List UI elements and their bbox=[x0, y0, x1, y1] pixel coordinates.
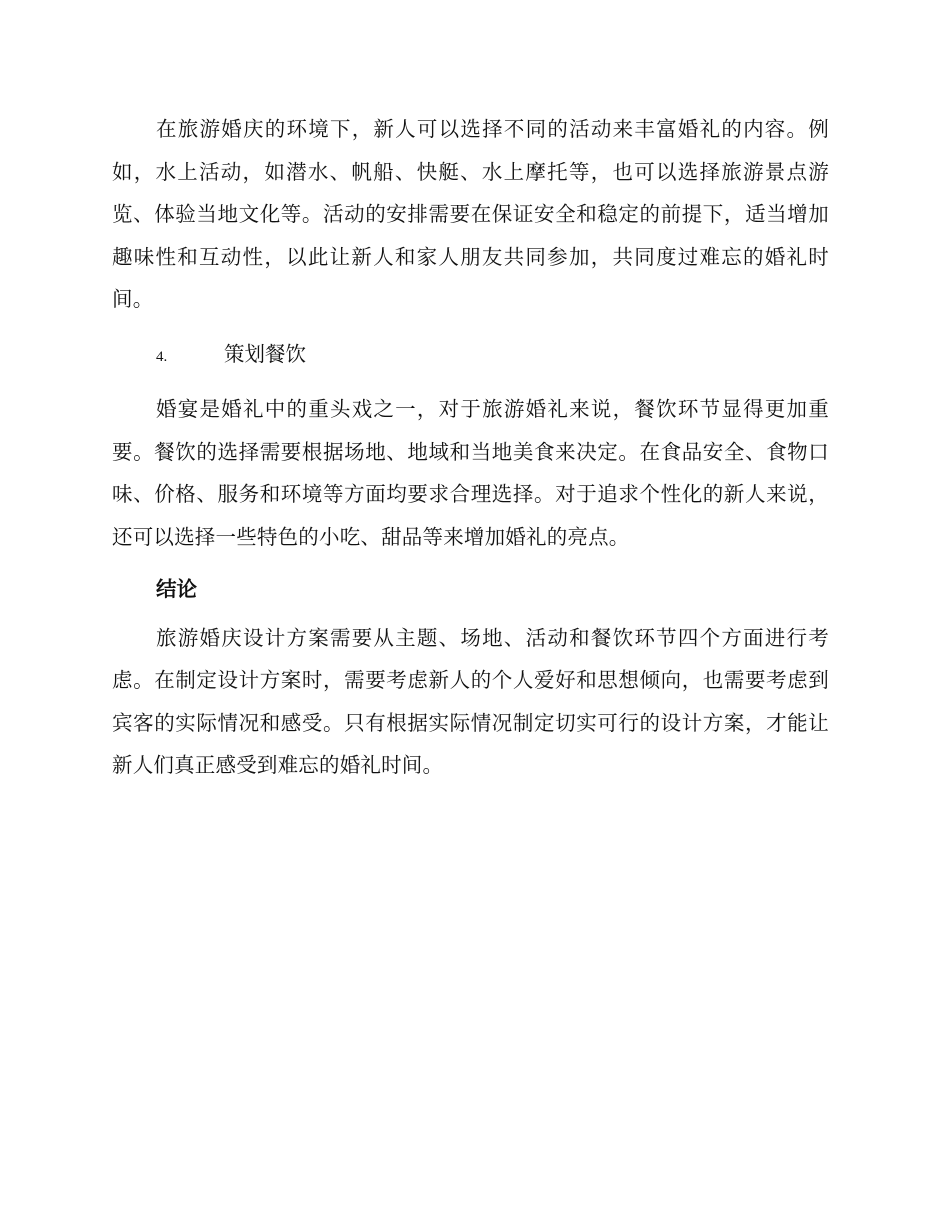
document-body bbox=[112, 108, 829, 787]
activities-paragraph: 在旅游婚庆的环境下，新人可以选择不同的活动来丰富婚礼的内容。例如，水上活动，如潜水、帆船、快艇、水上摩托等，也可以选择旅游景点游览、体验当地文化等。活动的安排需要在保证安全和稳定的前提下，适当增加趣味性和互动性，以此让新人和家人朋友共同参加，共同度过难忘的婚礼时间。 bbox=[112, 117, 829, 311]
catering-section-heading bbox=[112, 333, 829, 379]
catering-paragraph: 婚宴是婚礼中的重头戏之一，对于旅游婚礼来说，餐饮环节显得更加重要。餐饮的选择需要根据场地、地域和当地美食来决定。在食品安全、食物口味、价格、服务和环境等方面均要求合理选择。对于追求个性化的新人来说，还可以选择一些特色的小吃、甜品等来增加婚礼的亮点。 bbox=[112, 397, 829, 549]
conclusion-paragraph: 旅游婚庆设计方案需要从主题、场地、活动和餐饮环节四个方面进行考虑。在制定设计方案时，需要考虑新人的个人爱好和思想倾向，也需要考虑到宾客的实际情况和感受。只有根据实际情况制定切实可行的设计方案，才能让新人们真正感受到难忘的婚礼时间。 bbox=[112, 625, 829, 777]
catering-heading-title: 策划餐饮 bbox=[224, 341, 306, 366]
list-number: 4. bbox=[156, 348, 168, 365]
conclusion-heading: 结论 bbox=[156, 577, 197, 601]
